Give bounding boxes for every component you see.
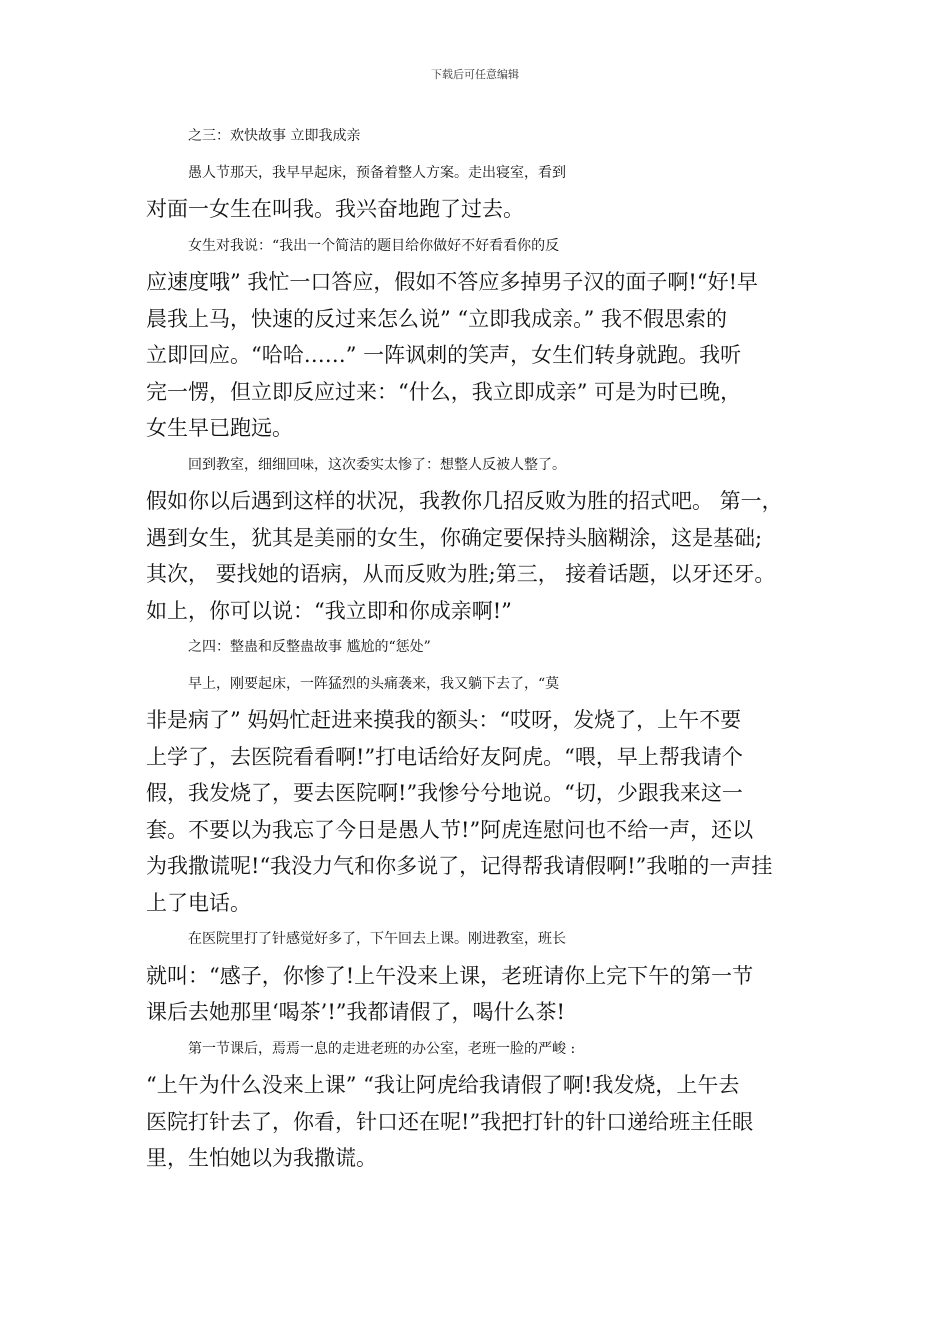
text-line: 假，我发烧了，要去医院啊!”我惨兮兮地说。“切，少跟我来这一 (146, 781, 743, 805)
paragraph (146, 666, 806, 922)
paragraph (146, 228, 806, 447)
text-line: 对面一女生在叫我。我兴奋地跑了过去。 (146, 197, 524, 221)
paragraph (146, 921, 806, 1031)
text-line: 非是病了” 妈妈忙赶进来摸我的额头：“哎呀，发烧了，上午不要 (146, 708, 742, 732)
text-line: 假如你以后遇到这样的状况，我教你几招反败为胜的招式吧。 第一， (146, 489, 783, 513)
text-line: 为我撒谎呢!“我没力气和你多说了，记得帮我请假啊!”我啪的一声挂 (146, 854, 773, 878)
paragraph (146, 118, 806, 155)
text-line: 里，生怕她以为我撒谎。 (146, 1146, 377, 1170)
text-line: 晨我上马，快速的反过来怎么说” “立即我成亲。” 我不假思索的 (146, 306, 728, 331)
paragraph (146, 447, 806, 630)
text-line: 上学了，去医院看看啊!”打电话给好友阿虎。“喂，早上帮我请个 (146, 744, 743, 769)
paragraph (146, 155, 806, 228)
page-header: 下载后可任意编辑 (431, 68, 519, 81)
text-line: 完一愣，但立即反应过来：“什么，我立即成亲” 可是为时已晚， (146, 379, 742, 404)
text-line: 上了电话。 (146, 890, 251, 915)
text-line: 课后去她那里‘喝茶’!”我都请假了，喝什么茶! (146, 1000, 565, 1024)
text-line: 女生早已跑远。 (146, 416, 293, 440)
text-line: 如上，你可以说：“我立即和你成亲啊!” (146, 598, 512, 623)
text-line: 愚人节那天，我早早起床，预备着整人方案。走出寝室，看到 (188, 164, 566, 181)
paragraph (146, 629, 806, 666)
text-line: “上午为什么没来上课” “我让阿虎给我请假了啊!我发烧，上午去 (146, 1073, 740, 1097)
text-line: 之四：整蛊和反整蛊故事 尴尬的“惩处” (188, 639, 431, 655)
text-line: 就叫：“感子，你惨了!上午没来上课，老班请你上完下午的第一节 (146, 963, 754, 988)
text-line: 套。不要以为我忘了今日是愚人节!”阿虎连慰问也不给一声，还以 (146, 817, 754, 842)
text-line: 其次， 要找她的语病，从而反败为胜;第三， 接着话题，以牙还牙。 (146, 562, 776, 586)
text-line: 女生对我说：“我出一个简洁的题目给你做好不好看看你的反 (188, 237, 560, 254)
text-line: 回到教室，细细回味，这次委实太惨了：想整人反被人整了。 (188, 456, 566, 473)
text-line: 在医院里打了针感觉好多了，下午回去上课。刚进教室，班长 (188, 931, 566, 947)
text-line: 之三：欢快故事 立即我成亲 (188, 128, 361, 144)
text-line: 遇到女生，犹其是美丽的女生，你确定要保持头脑糊涂，这是基础; (146, 525, 763, 550)
document-body (146, 118, 806, 1177)
text-line: 早上，刚要起床，一阵猛烈的头痛袭来，我又躺下去了，“莫 (188, 675, 560, 692)
text-line: 应速度哦” 我忙一口答应，假如不答应多掉男子汉的面子啊!“好!早 (146, 270, 759, 294)
text-line: 第一节课后，焉焉一息的走进老班的办公室，老班一脸的严峻 : (188, 1040, 576, 1057)
text-line: 立即回应。“哈哈……” 一阵讽刺的笑声，女生们转身就跑。我听 (146, 343, 742, 367)
paragraph (146, 1031, 806, 1177)
text-line: 医院打针去了，你看，针口还在呢!”我把打针的针口递给班主任眼 (146, 1109, 754, 1134)
